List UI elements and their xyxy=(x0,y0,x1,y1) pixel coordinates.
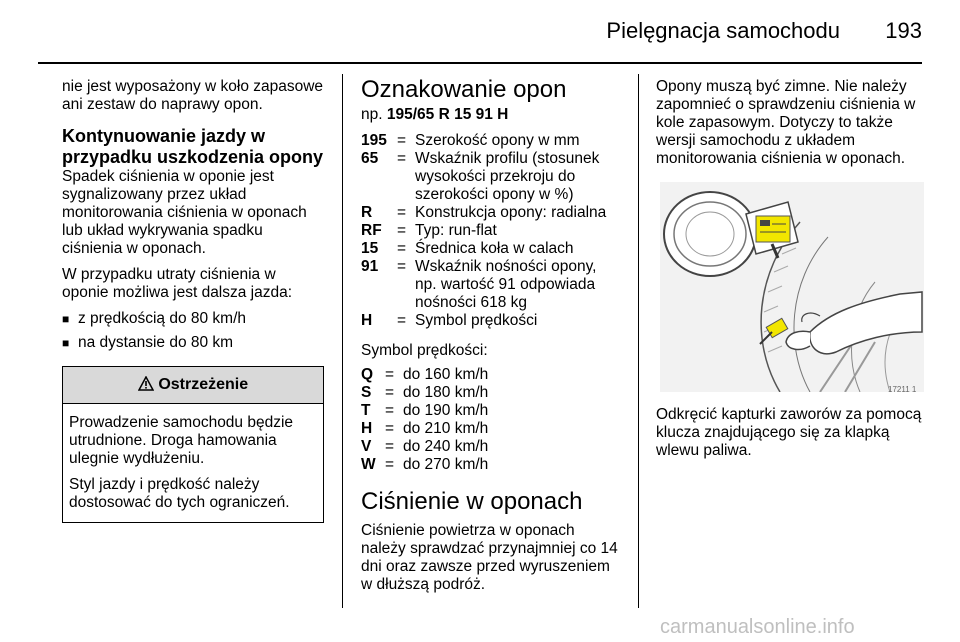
watermark: carmanualsonline.info xyxy=(660,616,855,638)
intro-paragraph: nie jest wyposażony w koło zapasowe ani zestaw do naprawy opon. xyxy=(62,78,324,113)
speed-key: S xyxy=(361,384,372,401)
definition-row xyxy=(361,222,621,240)
definition-row xyxy=(361,204,621,222)
code-key: R xyxy=(361,204,373,221)
definition-row xyxy=(361,258,621,312)
code-key: 65 xyxy=(361,150,379,167)
speed-key: H xyxy=(361,420,373,437)
column-3 xyxy=(656,78,931,468)
definition-row xyxy=(361,150,621,204)
code-description: Średnica koła w calach xyxy=(415,240,574,257)
code-key: 91 xyxy=(361,258,379,275)
speed-description: do 210 km/h xyxy=(403,420,489,437)
equals-sign: = xyxy=(385,438,395,455)
code-key: H xyxy=(361,312,373,329)
equals-sign: = xyxy=(385,402,395,419)
warning-body xyxy=(63,404,323,522)
warning-header xyxy=(63,367,323,404)
speed-description: do 240 km/h xyxy=(403,438,489,455)
equals-sign: = xyxy=(397,258,407,275)
equals-sign: = xyxy=(385,366,395,383)
speed-description: do 190 km/h xyxy=(403,402,489,419)
example-code: 195/65 R 15 91 H xyxy=(386,106,509,123)
paragraph: Odkręcić kapturki zaworów za pomocą klucza znajdującego się za klapką wlewu paliwa. xyxy=(656,406,922,459)
speed-description: do 180 km/h xyxy=(403,384,489,401)
header-rule xyxy=(38,62,922,64)
equals-sign: = xyxy=(397,222,407,239)
column-1 xyxy=(62,78,324,523)
example-prefix: np. xyxy=(361,106,383,123)
definition-row xyxy=(361,240,621,258)
equals-sign: = xyxy=(385,420,395,437)
speed-symbol-heading: Symbol prędkości: xyxy=(361,342,488,359)
list-item: ■ na dystansie do 80 km xyxy=(62,334,324,352)
definition-row xyxy=(361,366,621,384)
code-key: 15 xyxy=(361,240,379,257)
equals-sign: = xyxy=(397,150,407,167)
code-description: Symbol prędkości xyxy=(415,312,538,329)
equals-sign: = xyxy=(385,384,395,401)
section-heading-tyre-pressure: Ciśnienie w oponach xyxy=(361,488,583,515)
column-divider-2 xyxy=(638,74,639,608)
paragraph: W przypadku utraty ciśnienia w oponie możliwa jest dalsza jazda: xyxy=(62,266,293,301)
speed-key: W xyxy=(361,456,376,473)
code-key: 195 xyxy=(361,132,387,149)
definition-row xyxy=(361,438,621,456)
code-description: Typ: run-flat xyxy=(415,222,497,239)
speed-description: do 160 km/h xyxy=(403,366,489,383)
equals-sign: = xyxy=(397,312,407,329)
code-description: Konstrukcja opony: radialna xyxy=(415,204,607,221)
valve-cap-illustration xyxy=(660,182,924,392)
paragraph: Styl jazdy i prędkość należy dostosować do tych ograniczeń. xyxy=(69,476,290,511)
page-number: 193 xyxy=(885,18,922,43)
paragraph: Ciśnienie powietrza w oponach należy sprawdzać przynajmniej co 14 dni oraz zawsze przed wyruszeniem w dłuższą podróż. xyxy=(361,522,618,593)
section-heading-tyre-marking: Oznakowanie opon xyxy=(361,76,567,103)
equals-sign: = xyxy=(397,240,407,257)
code-list xyxy=(361,132,621,330)
definition-row xyxy=(361,456,621,474)
equals-sign: = xyxy=(397,132,407,149)
warning-box xyxy=(62,366,324,523)
definition-row xyxy=(361,402,621,420)
column-divider-1 xyxy=(342,74,343,608)
example-line xyxy=(361,106,621,124)
speed-description: do 270 km/h xyxy=(403,456,489,473)
code-key: RF xyxy=(361,222,382,239)
paragraph: Opony muszą być zimne. Nie należy zapomnieć o sprawdzeniu ciśnienia w kole zapasowym. Dotyczy to także wersji samochodu z układem monitorowania ciśnienia w oponach. xyxy=(656,78,916,167)
equals-sign: = xyxy=(385,456,395,473)
paragraph: Spadek ciśnienia w oponie jest sygnalizowany przez układ monitorowania ciśnienia w oponach lub układ wykrywania spadku ciśnienia w oponach. xyxy=(62,168,307,257)
column-2 xyxy=(361,76,621,602)
equals-sign: = xyxy=(397,204,407,221)
list-item: ■ z prędkością do 80 km/h xyxy=(62,310,324,328)
page-header-title: Pielęgnacja samochodu xyxy=(606,18,840,43)
bullet-list xyxy=(62,310,324,352)
speed-list xyxy=(361,366,621,474)
figure-code: 17211 1 xyxy=(888,385,917,394)
code-description: Szerokość opony w mm xyxy=(415,132,580,149)
definition-row xyxy=(361,384,621,402)
code-description: Wskaźnik nośności opony, np. wartość 91 odpowiada nośności 618 kg xyxy=(415,258,597,311)
paragraph: Prowadzenie samochodu będzie utrudnione. Droga hamowania ulegnie wydłużeniu. xyxy=(69,414,294,467)
speed-key: T xyxy=(361,402,371,419)
section-heading-flat-tyre: Kontynuowanie jazdy w przypadku uszkodzenia opony xyxy=(62,126,324,167)
code-description: Wskaźnik profilu (stosunek wysokości przekroju do szerokości opony w %) xyxy=(415,150,600,203)
definition-row xyxy=(361,420,621,438)
definition-row xyxy=(361,132,621,150)
speed-key: Q xyxy=(361,366,374,383)
warning-triangle-icon xyxy=(138,376,158,393)
definition-row xyxy=(361,312,621,330)
speed-key: V xyxy=(361,438,372,455)
warning-title: Ostrzeżenie xyxy=(158,376,249,393)
